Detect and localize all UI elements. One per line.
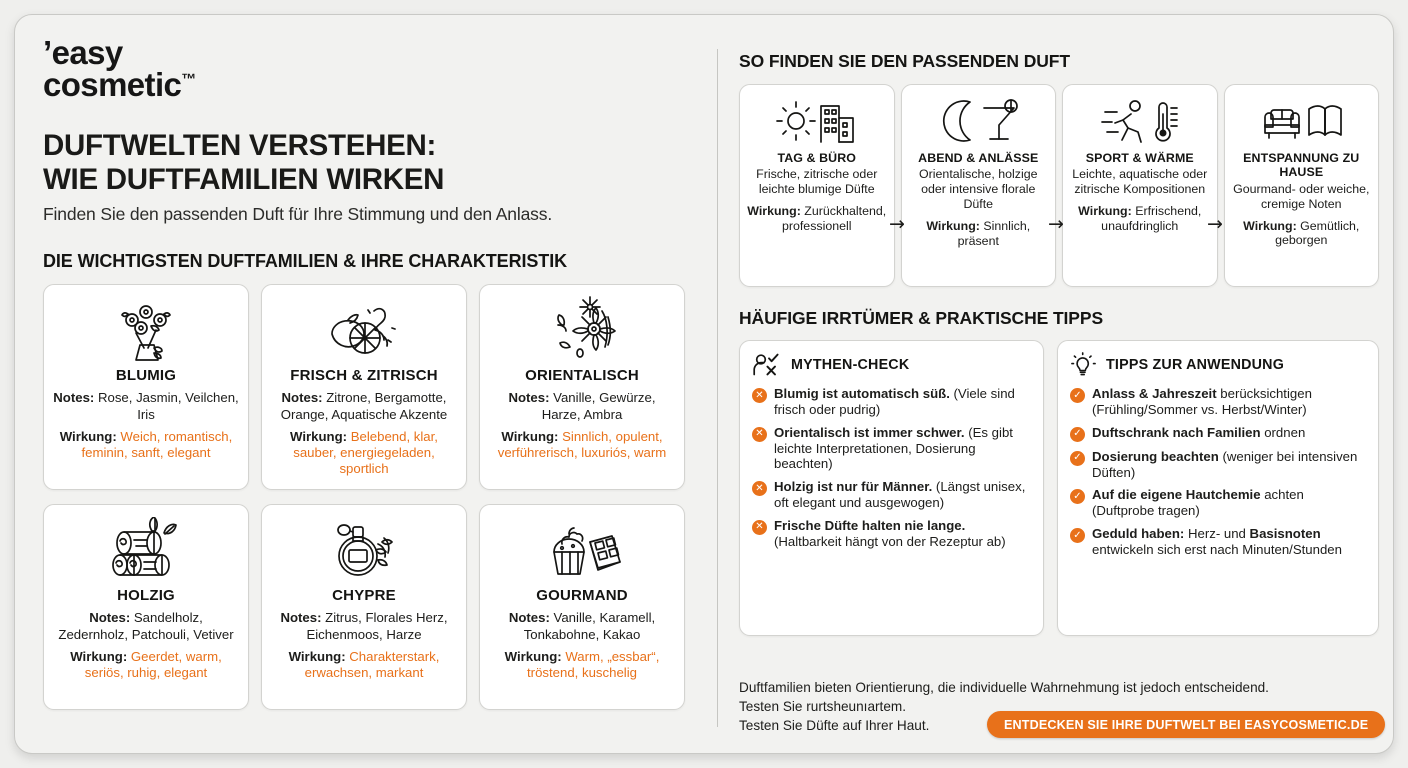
myth-item [752,425,1031,473]
footer [739,679,1389,735]
x-circle-icon: ✕ [752,427,767,442]
x-circle-icon: ✕ [752,520,767,535]
family-effect [489,649,675,681]
occasion-effect [909,219,1049,249]
effect-label: Wirkung: [290,428,348,444]
check-circle-icon: ✓ [1070,388,1085,403]
family-effect [271,429,457,477]
families-section-title: DIE WICHTIGSTEN DUFTFAMILIEN & IHRE CHARAKTERISTIK [43,251,567,272]
occasion-desc: Orientalische, holzige oder intensive florale Düfte [919,167,1038,212]
occasion-desc: Gourmand- oder weiche, cremige Noten [1233,181,1370,211]
effect-value: Warm, „essbar“, tröstend, kuschelig [527,648,660,680]
footer-line-1: Duftfamilien bieten Orientierung, die individuelle Wahrnehmung ist jedoch entscheidend. [739,680,1269,695]
notes-value: Zitrus, Florales Herz, Eichenmoos, Harze [306,610,448,642]
fragrance-family-card [43,504,249,710]
headline-line-2: WIE DUFTFAMILIEN WIRKEN [43,163,445,197]
right-column [739,51,1379,636]
effect-label: Wirkung: [501,428,559,444]
effect-value: Belebend, klar, sauber, energiegeladen, sportlich [293,428,438,476]
item-text: Dosierung beachten (weniger bei intensiven Düften) [1092,448,1358,480]
tipps-list [1070,386,1366,558]
sun-office-icon [775,97,859,145]
myths-and-tips [739,340,1379,636]
myth-item [752,518,1031,550]
check-circle-icon: ✓ [1070,528,1085,543]
occasion-name: ENTSPANNUNG ZU HAUSE [1243,151,1360,180]
tip-item [1070,526,1366,558]
tipps-header [1070,352,1366,378]
occasion-card [901,84,1057,287]
notes-label: Notes: [53,390,95,406]
family-effect [489,429,675,461]
tipps-title: TIPPS ZUR ANWENDUNG [1106,357,1285,373]
notes-value: Zitrone, Bergamotte, Orange, Aquatische Akzente [280,390,448,422]
effect-value: Sinnlich, opulent, verführerisch, luxuriós, warm [497,428,667,460]
left-column [43,34,693,710]
item-text: Holzig ist nur für Männer. (Längst unisex, oft elegant und ausgewogen) [774,479,1026,511]
effect-value: Sinnlich, präsent [957,219,1031,248]
notes-label: Notes: [280,610,322,626]
trademark-symbol: ™ [181,71,197,88]
fragrance-family-card [479,504,685,710]
family-notes [489,390,675,422]
lemon-citrus-icon [322,295,406,365]
effect-value: Erfrischend, unaufdringlich [1101,204,1202,234]
mythen-check-list [752,386,1031,550]
effect-value: Gemütlich, geborgen [1275,218,1360,248]
family-name: GOURMAND [536,587,628,605]
lightbulb-icon [1070,352,1097,378]
item-text: Blumig ist automatisch süß. (Viele sind frisch oder pudrig) [774,386,1015,417]
fragrance-families-grid [43,284,693,710]
tip-item [1070,449,1366,481]
notes-label: Notes: [89,610,131,626]
person-check-x-icon [752,352,782,378]
notes-value: Sandelholz, Zedernholz, Patchouli, Vetiver [58,610,234,642]
effect-label: Wirkung: [1078,204,1132,219]
notes-value: Vanille, Karamell, Tonkabohne, Kakao [523,610,656,642]
wood-logs-icon [106,515,186,585]
moon-cocktail-icon [936,97,1020,145]
footer-line-2: Testen Sie rurtsheunıartem. [739,698,906,714]
occasion-journey [739,84,1379,287]
occasion-card [1224,84,1380,287]
fragrance-family-card [479,284,685,490]
cupcake-chocolate-icon [540,515,624,585]
check-circle-icon: ✓ [1070,489,1085,504]
vanilla-spice-icon [544,295,620,365]
family-name: BLUMIG [115,367,177,385]
family-effect [53,429,239,461]
effect-label: Wirkung: [1243,218,1297,233]
perfume-bottle-icon [326,515,402,585]
occasion-name: ABEND & ANLÄSSE [918,151,1039,165]
item-text: Anlass & Jahreszeit berücksichtigen (Frühling/Sommer vs. Herbst/Winter) [1092,386,1312,417]
family-effect [271,649,457,681]
fragrance-family-card [261,284,467,490]
family-notes [489,610,675,642]
myth-item [752,386,1031,418]
effect-value: Weich, romantisch, feminin, sanft, elegant [81,428,233,460]
effect-value: Geerdet, warm, seriös, ruhig, elegant [84,648,222,680]
tip-item [1070,386,1366,418]
family-name: CHYPRE [332,587,396,605]
effect-value: Charakterstark, erwachsen, markant [304,648,440,680]
journey-arrow-icon: → [889,213,905,235]
occasion-desc: Leichte, aquatische oder zitrische Kompositionen [1072,167,1208,197]
fragrance-family-card [43,284,249,490]
effect-label: Wirkung: [288,648,346,664]
family-notes [271,390,457,422]
brand-line-1: ’easy [43,34,123,71]
family-name: FRISCH & ZITRISCH [290,367,438,385]
family-notes [53,390,239,422]
item-text: Auf die eigene Hautchemie achten (Duftprobe tragen) [1092,487,1304,519]
brand-line-2: cosmetic™ [43,66,197,103]
runner-thermometer-icon [1098,97,1182,145]
check-circle-icon: ✓ [1070,427,1085,442]
effect-label: Wirkung: [59,428,117,444]
mythen-check-header [752,352,1031,378]
myth-item [752,479,1031,511]
tip-item [1070,425,1366,442]
column-divider [717,49,718,727]
tip-item [1070,487,1366,519]
notes-label: Notes: [281,390,323,406]
tips-section-title: HÄUFIGE IRRTÜMER & PRAKTISCHE TIPPS [739,308,1104,328]
mythen-check-title: MYTHEN-CHECK [791,357,910,373]
family-effect [53,649,239,681]
occasion-card [739,84,895,287]
subheadline: Finden Sie den passenden Duft für Ihre Stimmung und den Anlass. [43,204,553,225]
occasion-card [1062,84,1218,287]
infographic-poster [14,14,1394,754]
x-circle-icon: ✕ [752,388,767,403]
notes-label: Notes: [508,390,550,406]
effect-label: Wirkung: [747,204,801,219]
x-circle-icon: ✕ [752,481,767,496]
item-text: Orientalisch ist immer schwer. (Es gibt leichte Interpretationen, Dosierung beachten) [774,424,1013,472]
occasion-name: SPORT & WÄRME [1085,151,1194,165]
headline-line-1: DUFTWELTEN VERSTEHEN: [43,129,437,162]
notes-value: Rose, Jasmin, Veilchen, Iris [97,390,239,422]
fragrance-family-card [261,504,467,710]
effect-label: Wirkung: [926,219,980,234]
check-circle-icon: ✓ [1070,451,1085,466]
effect-label: Wirkung: [70,648,128,664]
notes-label: Notes: [508,610,550,626]
effect-label: Wirkung: [504,648,562,664]
item-text: Frische Düfte halten nie lange. (Haltbarkeit hängt von der Rezeptur ab) [774,517,1006,549]
sofa-book-icon [1259,97,1343,145]
family-name: ORIENTALISCH [525,367,639,385]
footer-line-3: Testen Sie Düfte auf Ihrer Haut. [739,717,930,733]
occasion-effect [1232,219,1372,249]
occasion-desc: Frische, zitrische oder leichte blumige Düfte [756,167,878,197]
notes-value: Vanille, Gewürze, Harze, Ambra [541,390,656,422]
effect-value: Zurückhaltend, professionell [781,204,887,234]
page-title [43,129,693,197]
occasion-effect [747,204,887,234]
mythen-check-card [739,340,1044,636]
journey-arrow-icon: → [1048,213,1064,235]
occasion-effect [1070,204,1210,234]
family-name: HOLZIG [117,587,175,605]
journey-arrow-icon: → [1207,213,1223,235]
family-notes [53,610,239,642]
item-text: Geduld haben: Herz- und Basisnoten entwickeln sich erst nach Minuten/Stunden [1092,526,1342,557]
item-text: Duftschrank nach Familien ordnen [1092,424,1306,440]
flower-bouquet-icon [110,295,182,365]
tipps-card [1057,340,1379,636]
journey-section-title: SO FINDEN SIE DEN PASSENDEN DUFT [739,51,1070,71]
family-notes [271,610,457,642]
brand-logo [43,34,693,103]
occasion-name: TAG & BÜRO [777,151,857,165]
cta-button[interactable]: ENTDECKEN SIE IHRE DUFTWELT BEI EASYCOSMETIC.DE [987,711,1385,738]
